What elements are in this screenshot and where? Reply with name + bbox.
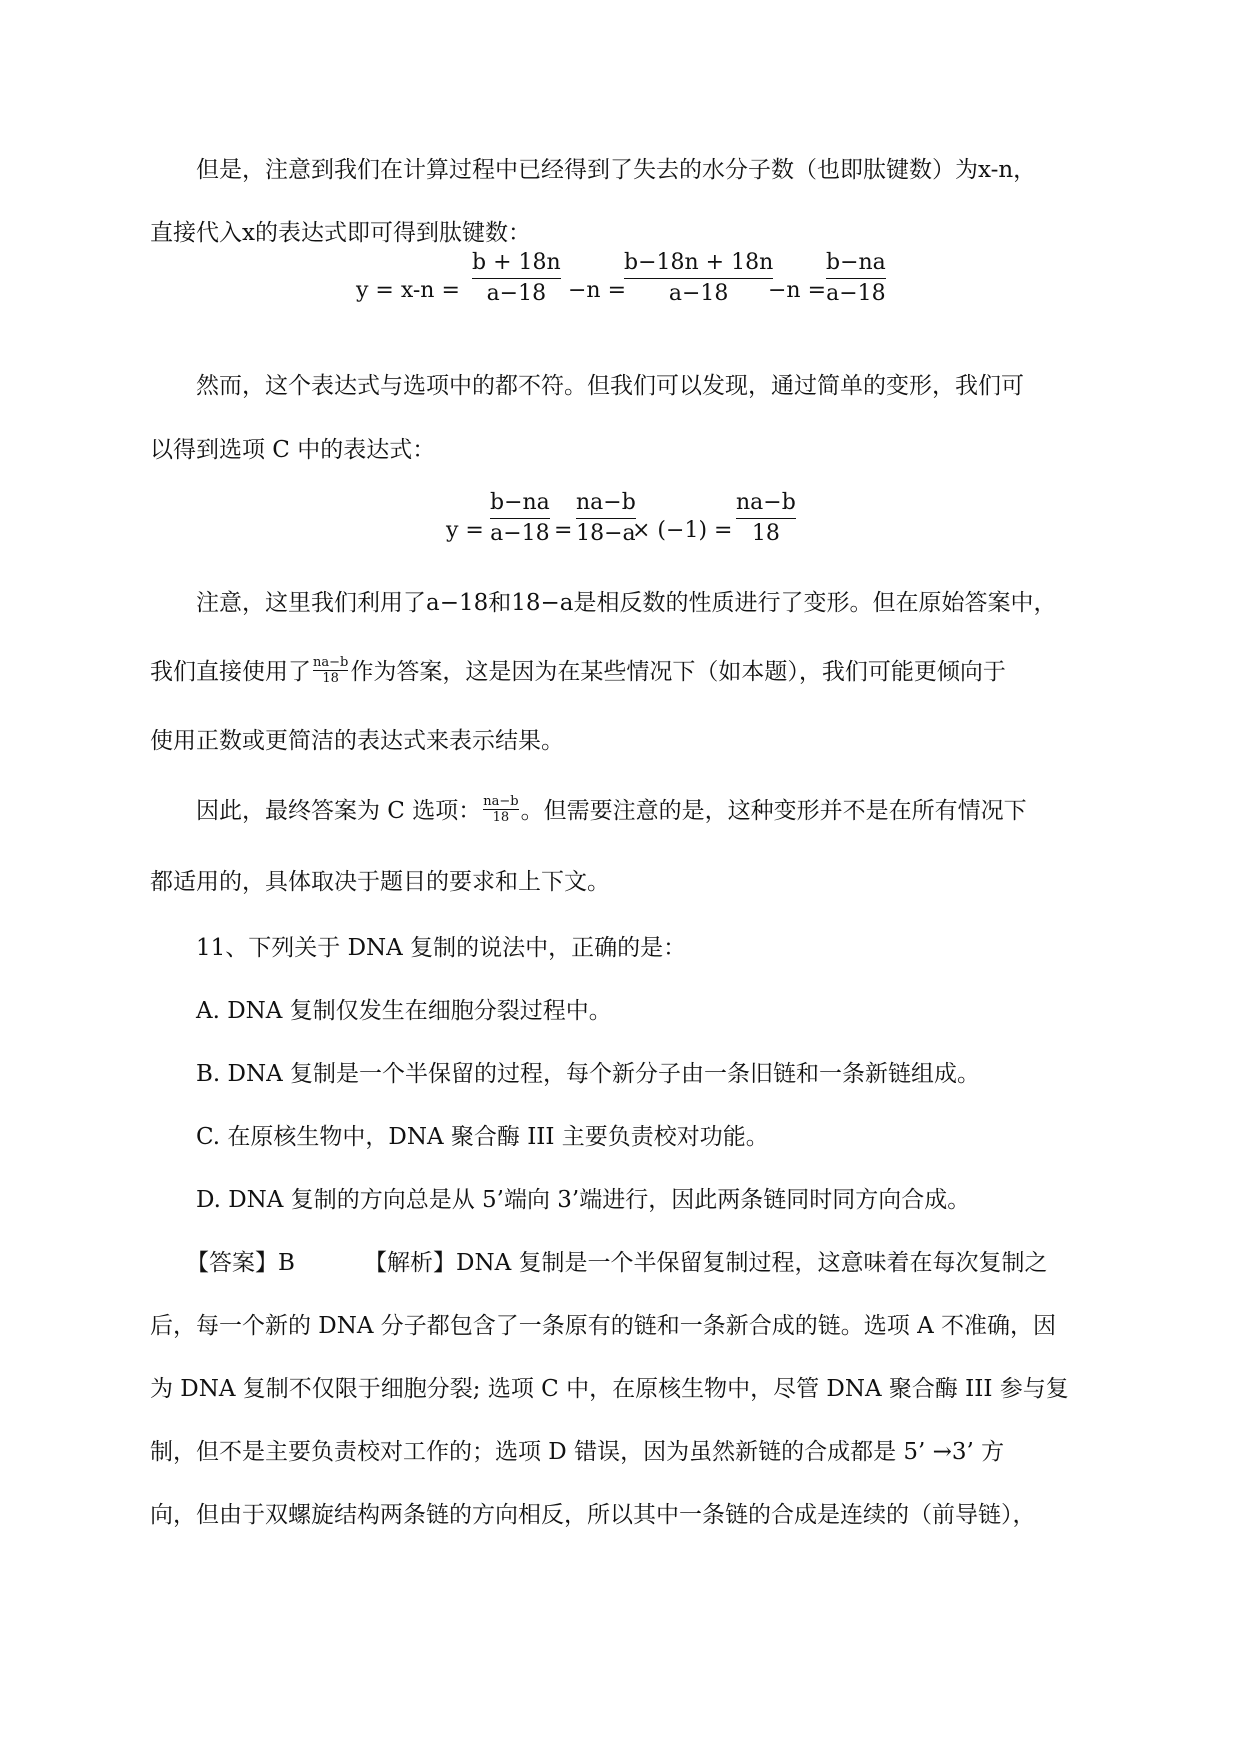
equation-lhs: y = [446,518,484,543]
paragraph-line: 使用正数或更简洁的表达式来表示结果。 [150,728,564,754]
explanation-line: 向，但由于双螺旋结构两条链的方向相反，所以其中一条链的合成是连续的（前导链）， [150,1502,1036,1528]
paragraph-line: 直接代入x的表达式即可得到肽键数： [150,220,531,246]
answer-label: 【答案】B [186,1250,295,1276]
numerator: na−b [483,793,519,809]
explanation-line: 后，每一个新的 DNA 分子都包含了一条原有的链和一条新合成的链。选项 A 不准确，因 [150,1313,1057,1339]
fraction [472,248,561,309]
denominator: 18 [322,670,339,686]
denominator: 18 [492,809,510,825]
text-span: 。但需要注意的是，这种变形并不是在所有情况下 [520,798,1027,824]
fraction [624,248,773,309]
numerator: b−na [826,250,886,275]
operator: −n = [768,278,827,303]
option-a: A. DNA 复制仅发生在细胞分裂过程中。 [196,998,612,1024]
paragraph-line: 然而，这个表达式与选项中的都不符。但我们可以发现，通过简单的变形，我们可 [196,373,1024,399]
paragraph-line: 但是，注意到我们在计算过程中已经得到了失去的水分子数（也即肽键数）为x-n， [196,157,1037,183]
explanation-line: 制，但不是主要负责校对工作的；选项 D 错误，因为虽然新链的合成都是 5’ →3’ 方 [150,1439,1005,1465]
fraction [490,488,550,549]
operator: −n = [568,278,627,303]
question-stem: 11、下列关于 DNA 复制的说法中，正确的是： [196,935,687,961]
paragraph-line [150,656,1006,689]
numerator: na−b [736,490,796,515]
inline-fraction [313,655,348,686]
denominator: a−18 [826,281,886,306]
fraction [736,488,796,549]
option-d: D. DNA 复制的方向总是从 5’端向 3’端进行，因此两条链同时同方向合成。 [196,1187,971,1213]
explanation-line: 为 DNA 复制不仅限于细胞分裂; 选项 C 中，在原核生物中，尽管 DNA 聚合酶 III 参与复 [150,1376,1069,1402]
paragraph-line: 注意，这里我们利用了a−18和18−a是相反数的性质进行了变形。但在原始答案中， [196,590,1057,616]
text-span: 我们直接使用了 [150,659,311,685]
operator: = [554,518,573,543]
paragraph-line [196,795,1027,828]
text-span: 作为答案，这是因为在某些情况下（如本题），我们可能更倾向于 [350,659,1006,685]
inline-fraction [483,794,518,825]
explanation-line: 【解析】DNA 复制是一个半保留复制过程，这意味着在每次复制之 [364,1250,1048,1276]
denominator: a−18 [668,281,729,306]
text-span: 因此，最终答案为 C 选项： [196,798,482,824]
denominator: a−18 [486,281,547,306]
numerator: na−b [576,490,636,515]
option-b: B. DNA 复制是一个半保留的过程，每个新分子由一条旧链和一条新链组成。 [196,1061,981,1087]
numerator: na−b [313,654,349,670]
denominator: a−18 [490,521,550,546]
equation-lhs: y = x-n = [356,278,460,303]
option-c: C. 在原核生物中，DNA 聚合酶 III 主要负责校对功能。 [196,1124,769,1150]
denominator: 18−a [576,521,636,546]
fraction [576,488,636,549]
paragraph-line: 都适用的，具体取决于题目的要求和上下文。 [150,869,610,895]
paragraph-line: 以得到选项 C 中的表达式： [150,437,436,463]
numerator: b−na [490,490,550,515]
numerator: b + 18n [472,250,561,275]
denominator: 18 [751,521,780,546]
operator: × (−1) = [632,518,733,543]
numerator: b−18n + 18n [624,250,774,275]
fraction [826,248,886,309]
